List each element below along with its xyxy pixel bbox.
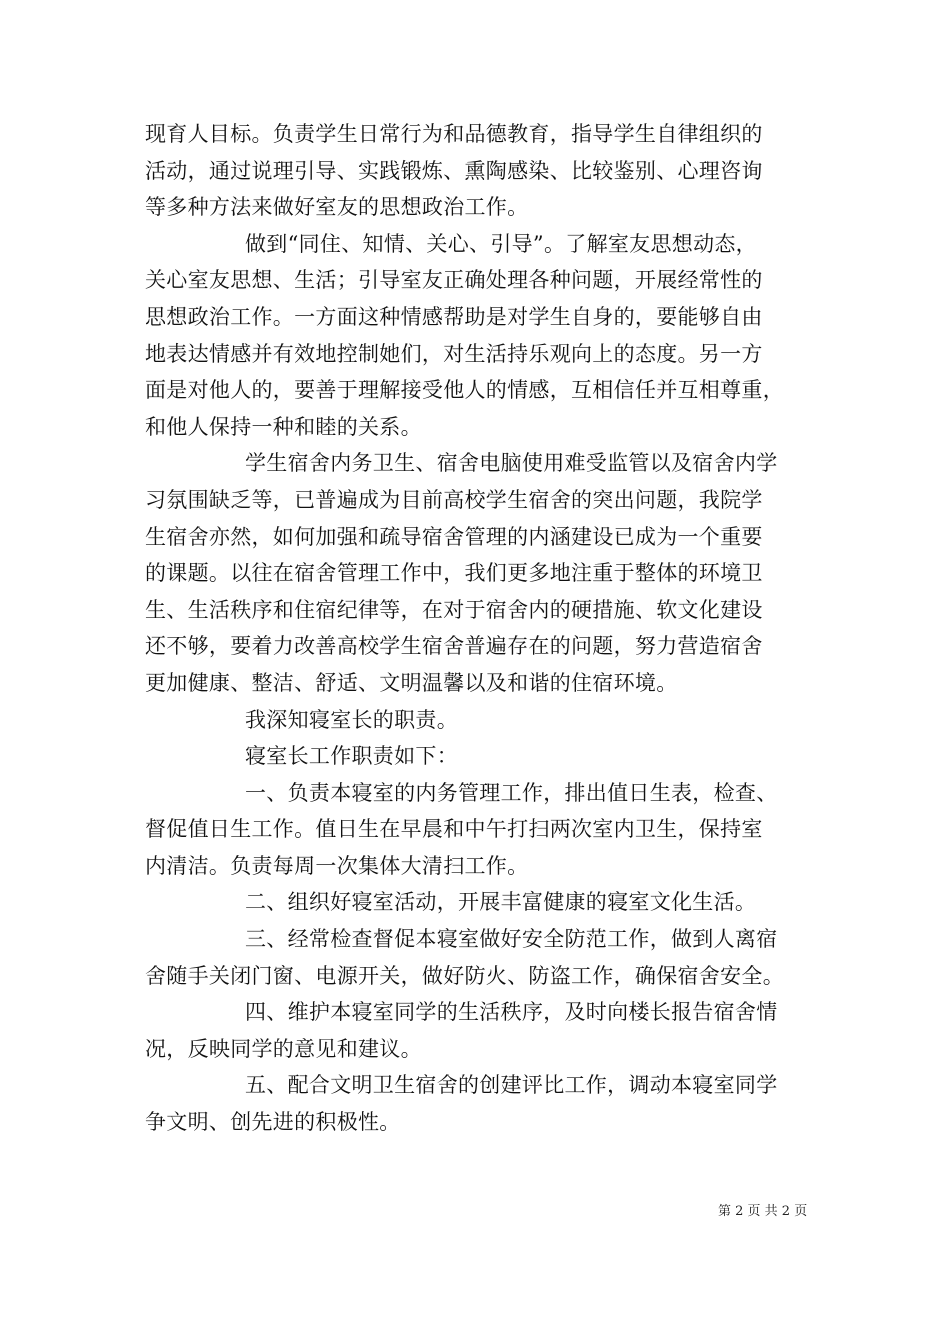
document-body [145, 116, 825, 1141]
text-line: 活动，通过说理引导、实践锻炼、熏陶感染、比较鉴别、心理咨询 [145, 158, 763, 183]
text-line: 思想政治工作。一方面这种情感帮助是对学生自身的，要能够自由 [145, 304, 763, 329]
text-line: 更加健康、整洁、舒适、文明温馨以及和谐的住宿环境。 [145, 670, 678, 695]
text-line: 况，反映同学的意见和建议。 [145, 1036, 422, 1061]
text-line: 二、组织好寝室活动，开展丰富健康的寝室文化生活。 [245, 890, 757, 915]
text-line: 内清洁。负责每周一次集体大清扫工作。 [145, 853, 529, 878]
text-line: 四、维护本寝室同学的生活秩序，及时向楼长报告宿舍情 [245, 1000, 778, 1025]
text-line: 争文明、创先进的积极性。 [145, 1110, 401, 1135]
text-line: 一、负责本寝室的内务管理工作，排出值日生表，检查、 [245, 780, 778, 805]
text-line: 的课题。以往在宿舍管理工作中，我们更多地注重于整体的环境卫 [145, 561, 763, 586]
text-line: 督促值日生工作。值日生在早晨和中午打扫两次室内卫生，保持室 [145, 817, 763, 842]
text-line: 寝室长工作职责如下： [245, 744, 458, 769]
text-line: 还不够，要着力改善高校学生宿舍普遍存在的问题，努力营造宿舍 [145, 634, 763, 659]
text-line: 关心室友思想、生活；引导室友正确处理各种问题，开展经常性的 [145, 268, 763, 293]
text-line: 地表达情感并有效地控制她们，对生活持乐观向上的态度。另一方 [145, 341, 763, 366]
text-line: 舍随手关闭门窗、电源开关，做好防火、防盗工作，确保宿舍安全。 [145, 963, 784, 988]
text-line: 五、配合文明卫生宿舍的创建评比工作，调动本寝室同学 [245, 1073, 778, 1098]
text-line: 做到“同住、知情、关心、引导”。了解室友思想动态， [245, 231, 757, 256]
text-line: 习氛围缺乏等，已普遍成为目前高校学生宿舍的突出问题，我院学 [145, 487, 763, 512]
text-line: 我深知寝室长的职责。 [245, 707, 458, 732]
text-line: 现育人目标。负责学生日常行为和品德教育，指导学生自律组织的 [145, 122, 763, 146]
text-line: 生宿舍亦然，如何加强和疏导宿舍管理的内涵建设已成为一个重要 [145, 524, 763, 549]
text-line: 三、经常检查督促本寝室做好安全防范工作，做到人离宿 [245, 927, 778, 952]
page-number-footer: 第 2 页 共 2 页 [718, 1204, 808, 1219]
text-line: 生、生活秩序和住宿纪律等，在对于宿舍内的硬措施、软文化建设 [145, 597, 763, 622]
text-line: 等多种方法来做好室友的思想政治工作。 [145, 195, 529, 220]
text-line: 和他人保持一种和睦的关系。 [145, 414, 422, 439]
text-line: 学生宿舍内务卫生、宿舍电脑使用难受监管以及宿舍内学 [245, 451, 778, 476]
text-line: 面是对他人的，要善于理解接受他人的情感，互相信任并互相尊重， [145, 378, 784, 403]
